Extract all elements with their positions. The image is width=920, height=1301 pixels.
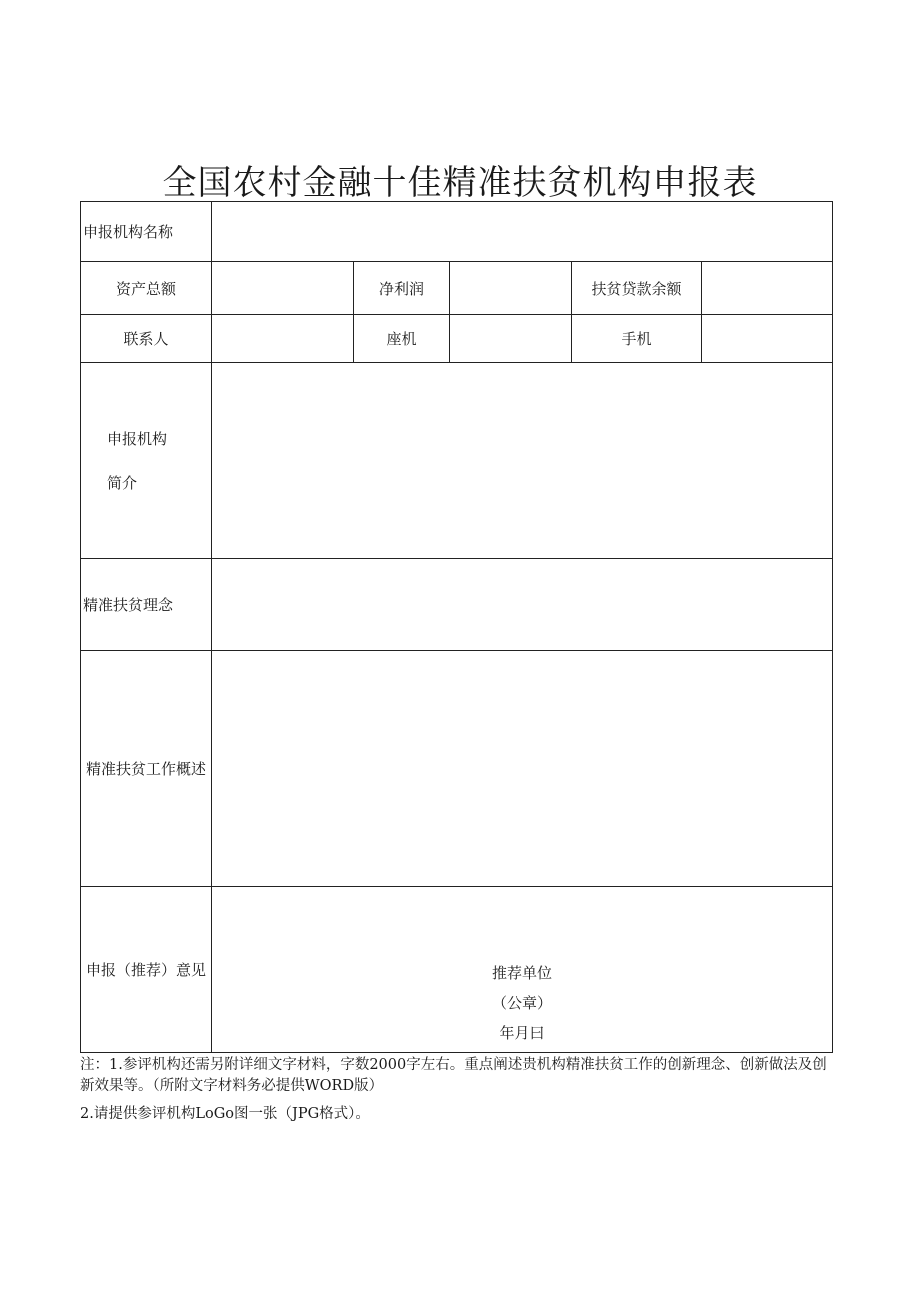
- landline-field[interactable]: [450, 315, 572, 363]
- note-1: 注：1.参评机构还需另附详细文字材料，字数2000字左右。重点阐述贵机构精准扶贫工作的创新理念、创新做法及创新效果等。（所附文字材料务必提供WORD版）: [80, 1057, 827, 1094]
- row-concept: [81, 559, 833, 651]
- total-assets-field[interactable]: [212, 262, 354, 315]
- row-intro: [81, 363, 833, 559]
- net-profit-field[interactable]: [450, 262, 572, 315]
- mobile-field[interactable]: [702, 315, 833, 363]
- contact-label: 联系人: [81, 315, 212, 363]
- row-opinion: [81, 887, 833, 1053]
- seal-label: （公章）: [492, 994, 553, 1012]
- opinion-label: 申报（推荐）意见: [81, 887, 212, 1053]
- overview-label: 精准扶贫工作概述: [81, 651, 212, 887]
- date-label: 年月曰: [499, 1024, 545, 1042]
- row-financials: [81, 262, 833, 315]
- note-2: 2.请提供参评机构LoGo图一张（JPG格式）。: [80, 1106, 370, 1122]
- application-form-table: [80, 201, 833, 1053]
- concept-field[interactable]: [212, 559, 833, 651]
- poverty-loan-label: 扶贫贷款余额: [572, 262, 702, 315]
- contact-field[interactable]: [212, 315, 354, 363]
- recommender-label: 推荐单位: [492, 964, 553, 982]
- poverty-loan-field[interactable]: [702, 262, 833, 315]
- mobile-label: 手机: [572, 315, 702, 363]
- intro-label-line2: 简介: [107, 473, 138, 492]
- intro-field[interactable]: [212, 363, 833, 559]
- landline-label: 座机: [354, 315, 450, 363]
- org-name-label: 申报机构名称: [81, 202, 212, 262]
- net-profit-label: 净利润: [354, 262, 450, 315]
- intro-label: [81, 363, 212, 559]
- total-assets-label: 资产总额: [81, 262, 212, 315]
- row-contact: [81, 315, 833, 363]
- opinion-field[interactable]: [212, 887, 833, 1053]
- concept-label: 精准扶贫理念: [81, 559, 212, 651]
- form-title: 全国农村金融十佳精准扶贫机构申报表: [162, 162, 758, 203]
- intro-label-line1: 申报机构: [107, 429, 168, 448]
- org-name-field[interactable]: [212, 202, 833, 262]
- overview-field[interactable]: [212, 651, 833, 887]
- row-overview: [81, 651, 833, 887]
- row-org-name: [81, 202, 833, 262]
